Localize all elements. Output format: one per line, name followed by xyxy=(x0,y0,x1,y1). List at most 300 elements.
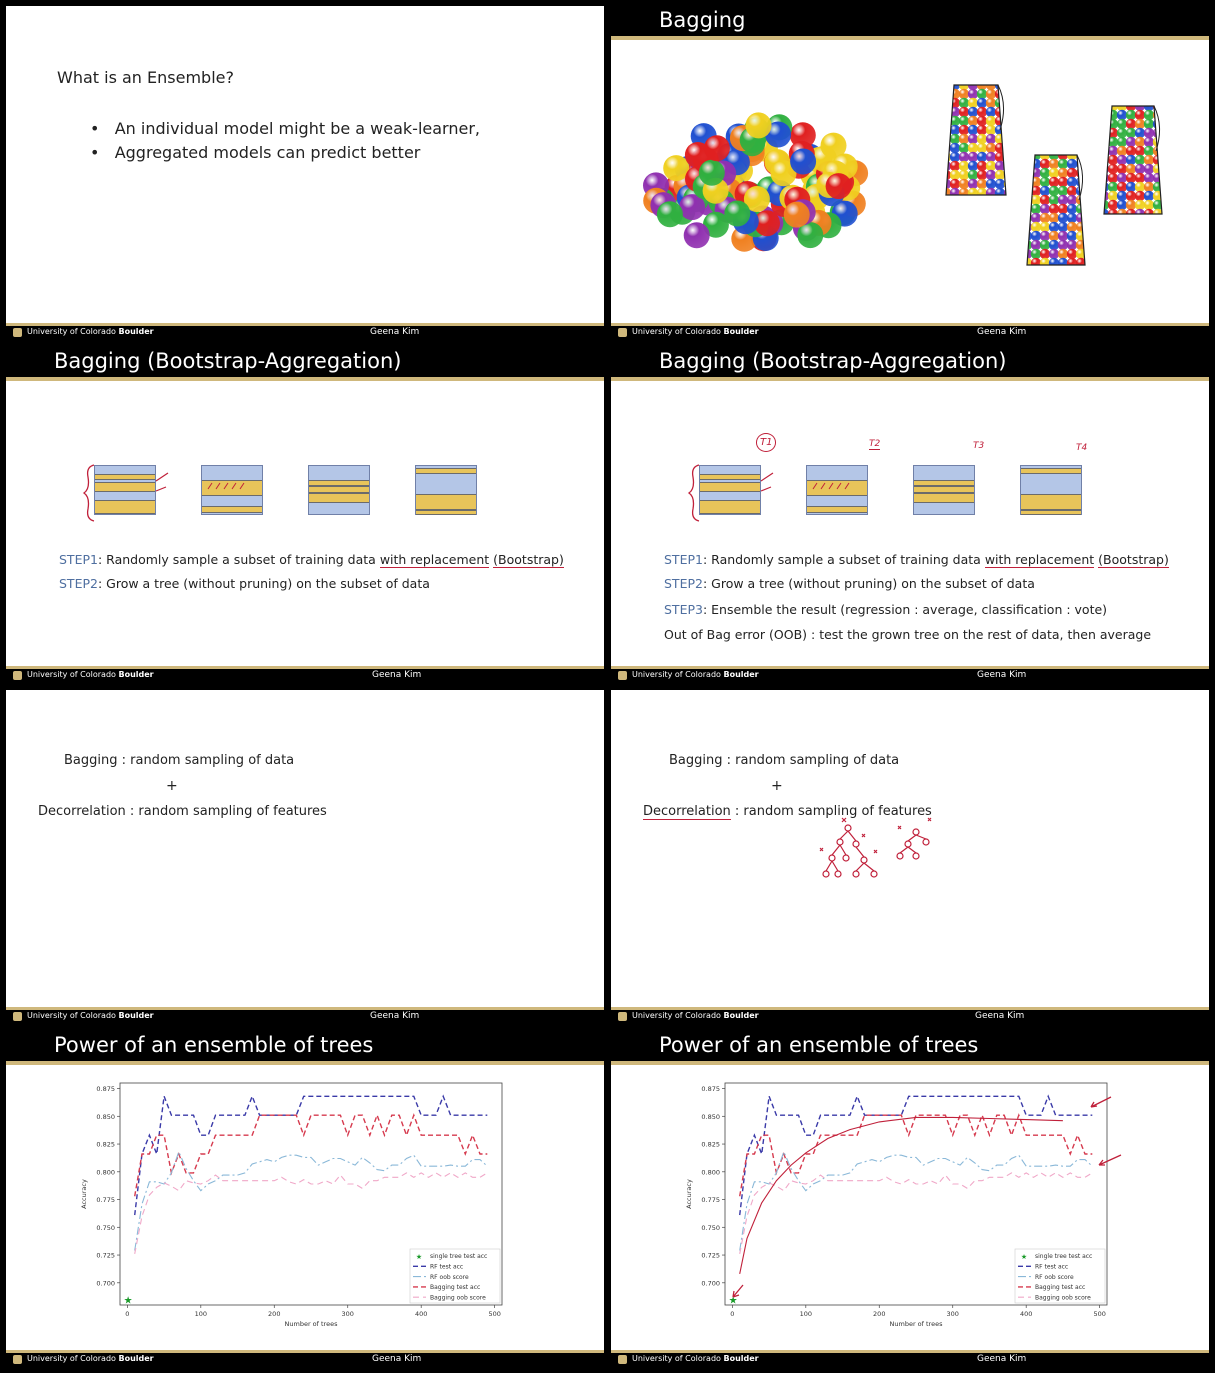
university-label xyxy=(632,327,759,336)
university-label xyxy=(632,1354,759,1363)
ball xyxy=(1049,231,1059,241)
ball xyxy=(977,143,987,153)
ball xyxy=(1126,110,1136,120)
ball xyxy=(977,125,987,135)
slide-footer xyxy=(611,1007,1209,1024)
arrow-annotation xyxy=(1085,1095,1115,1115)
ball xyxy=(1004,134,1014,144)
step-label: STEP1 xyxy=(59,552,98,567)
ball xyxy=(941,98,951,108)
ball xyxy=(1126,155,1136,165)
ball xyxy=(1135,173,1145,183)
ball xyxy=(986,116,996,126)
author-label: Geena Kim xyxy=(372,670,422,680)
mesh-bag xyxy=(941,80,1014,198)
legend-label: RF oob score xyxy=(430,1273,469,1281)
ball xyxy=(968,89,978,99)
legend-star-icon: ★ xyxy=(1020,1253,1028,1261)
ball xyxy=(1117,137,1127,147)
ball xyxy=(1085,168,1095,178)
ball xyxy=(1067,258,1077,268)
university-campus: Boulder xyxy=(723,1354,759,1363)
ball xyxy=(1108,182,1118,192)
author-label: Geena Kim xyxy=(977,670,1027,680)
ball xyxy=(1049,258,1059,268)
ball xyxy=(959,125,969,135)
y-tick-label: 0.775 xyxy=(701,1196,720,1205)
university-label xyxy=(27,1354,154,1363)
x-tick-label: 500 xyxy=(488,1310,501,1318)
step2-text xyxy=(664,576,1035,591)
ball xyxy=(1022,159,1032,169)
ball xyxy=(1085,222,1095,232)
mesh-bag xyxy=(1099,101,1172,219)
ball xyxy=(1058,168,1068,178)
ball xyxy=(1058,195,1068,205)
handdrawn-trees-annotation xyxy=(816,812,946,892)
ball xyxy=(959,107,969,117)
slide-title: Power of an ensemble of trees xyxy=(659,1033,979,1057)
x-tick-label: 300 xyxy=(946,1310,959,1318)
ball xyxy=(1040,240,1050,250)
y-tick-label: 0.750 xyxy=(96,1223,115,1232)
bullet-text: Aggregated models can predict better xyxy=(114,143,421,162)
ball xyxy=(1004,98,1014,108)
ball xyxy=(1076,231,1086,241)
ball xyxy=(1004,80,1014,90)
ball xyxy=(986,179,996,189)
ball xyxy=(657,201,683,227)
ball xyxy=(1108,155,1118,165)
arrow-annotation xyxy=(154,469,174,499)
ball xyxy=(986,161,996,171)
ball xyxy=(1085,240,1095,250)
ball-pile-image xyxy=(611,40,1209,340)
ball xyxy=(1040,159,1050,169)
ball xyxy=(1022,231,1032,241)
legend-label: RF test acc xyxy=(430,1263,464,1271)
ball xyxy=(1126,119,1136,129)
arrow-annotation xyxy=(759,469,779,499)
y-tick-label: 0.750 xyxy=(701,1223,720,1232)
ball xyxy=(1135,146,1145,156)
ball xyxy=(1031,168,1041,178)
ball xyxy=(699,160,725,186)
ball xyxy=(1144,137,1154,147)
ball xyxy=(968,125,978,135)
slide-title: Bagging (Bootstrap-Aggregation) xyxy=(659,349,1007,373)
ball xyxy=(1126,164,1136,174)
ball xyxy=(1126,182,1136,192)
underlined-phrase: with replacement xyxy=(379,552,490,567)
bootstrap-sample-1 xyxy=(699,465,761,515)
university-label xyxy=(27,670,154,679)
ball xyxy=(1067,195,1077,205)
university-campus: Boulder xyxy=(723,670,759,679)
ball xyxy=(1085,204,1095,214)
ball xyxy=(1067,213,1077,223)
x-tick-label: 100 xyxy=(799,1310,813,1318)
ball xyxy=(1049,249,1059,259)
ball xyxy=(1162,110,1172,120)
ball xyxy=(1135,164,1145,174)
ball xyxy=(1031,249,1041,259)
underlined-phrase: (Bootstrap) xyxy=(1098,552,1169,567)
ball xyxy=(1117,119,1127,129)
slide-bootstrap-aggregation-annotated xyxy=(611,347,1209,683)
ball xyxy=(1099,119,1109,129)
slide-bagging-decorrelation-annotated xyxy=(611,690,1209,1024)
university-campus: Boulder xyxy=(118,670,154,679)
ball xyxy=(1004,161,1014,171)
ball xyxy=(1144,146,1154,156)
legend-label: RF oob score xyxy=(1035,1273,1074,1281)
ball xyxy=(1049,204,1059,214)
gold-rule xyxy=(6,377,604,381)
ball xyxy=(1040,177,1050,187)
ball xyxy=(1022,222,1032,232)
slide-title: Bagging xyxy=(659,8,746,32)
ball xyxy=(826,173,852,199)
bootstrap-sample-3 xyxy=(913,465,975,515)
ball xyxy=(1049,186,1059,196)
ball xyxy=(1144,200,1154,210)
slide-footer xyxy=(6,1007,604,1024)
ball xyxy=(950,134,960,144)
plus-sign: + xyxy=(771,778,783,794)
tree-annotation-t3: T3 xyxy=(973,441,985,451)
cu-logo-icon xyxy=(618,671,627,680)
ball xyxy=(704,135,730,161)
ball xyxy=(1031,240,1041,250)
ball xyxy=(968,170,978,180)
ball xyxy=(1049,195,1059,205)
ball xyxy=(1108,119,1118,129)
university-campus: Boulder xyxy=(118,1354,154,1363)
ball xyxy=(968,161,978,171)
cu-logo-icon xyxy=(618,328,627,337)
ball xyxy=(968,107,978,117)
y-tick-label: 0.725 xyxy=(96,1251,115,1260)
y-tick-label: 0.775 xyxy=(96,1196,115,1205)
ball xyxy=(1135,119,1145,129)
legend-label: RF test acc xyxy=(1035,1263,1069,1271)
x-tick-label: 100 xyxy=(194,1310,208,1318)
ball xyxy=(1067,204,1077,214)
underlined-phrase: (Bootstrap) xyxy=(493,552,564,567)
single-tree-star-icon: ★ xyxy=(123,1295,133,1307)
ball xyxy=(1099,128,1109,138)
ball xyxy=(1117,182,1127,192)
ball xyxy=(1099,137,1109,147)
ball xyxy=(941,152,951,162)
hatch-annotation xyxy=(811,481,861,493)
ball xyxy=(1144,110,1154,120)
decorrelation-line: Decorrelation : random sampling of features xyxy=(38,804,327,819)
ball xyxy=(1076,168,1086,178)
ball xyxy=(1022,150,1032,160)
ball xyxy=(977,89,987,99)
author-label: Geena Kim xyxy=(975,1011,1025,1021)
bullet-item: • An individual model might be a weak-learner, xyxy=(90,119,480,138)
arrow-annotation xyxy=(1095,1153,1125,1173)
ball xyxy=(1153,119,1163,129)
ball xyxy=(1076,222,1086,232)
ball xyxy=(1162,146,1172,156)
bagging-line: Bagging : random sampling of data xyxy=(669,753,900,768)
ball xyxy=(977,161,987,171)
y-axis-label: Accuracy xyxy=(80,1179,88,1209)
y-tick-label: 0.800 xyxy=(96,1168,115,1177)
x-tick-label: 0 xyxy=(730,1310,735,1318)
ball xyxy=(1049,240,1059,250)
bootstrap-sample-4 xyxy=(1020,465,1082,515)
ball xyxy=(968,179,978,189)
ball xyxy=(1117,110,1127,120)
ball xyxy=(950,152,960,162)
underlined-phrase: Decorrelation xyxy=(643,804,731,819)
ball xyxy=(986,107,996,117)
ball xyxy=(959,161,969,171)
ball xyxy=(977,98,987,108)
x-tick-label: 400 xyxy=(1019,1310,1033,1318)
step-label: STEP2 xyxy=(59,576,98,591)
ball xyxy=(959,143,969,153)
x-axis-label: Number of trees xyxy=(284,1320,338,1328)
bullet-item: • Aggregated models can predict better xyxy=(90,143,421,162)
ball xyxy=(1067,177,1077,187)
ball xyxy=(1076,177,1086,187)
ball xyxy=(950,188,960,198)
ball xyxy=(1058,213,1068,223)
y-tick-label: 0.800 xyxy=(701,1168,720,1177)
ball xyxy=(1058,204,1068,214)
ball xyxy=(950,89,960,99)
ball xyxy=(1058,159,1068,169)
university-name: University of Colorado xyxy=(27,670,116,679)
slide-power-of-ensemble xyxy=(6,1031,604,1367)
step-label: STEP1 xyxy=(664,552,703,567)
ball xyxy=(1058,177,1068,187)
ball xyxy=(986,89,996,99)
ball xyxy=(1031,204,1041,214)
ball xyxy=(1022,240,1032,250)
ball xyxy=(977,116,987,126)
ball xyxy=(1108,164,1118,174)
ball xyxy=(1153,173,1163,183)
ball xyxy=(1126,146,1136,156)
ball xyxy=(1117,146,1127,156)
ball xyxy=(977,188,987,198)
y-tick-label: 0.725 xyxy=(701,1251,720,1260)
step-desc: : Grow a tree (without pruning) on the subset of data xyxy=(97,576,430,591)
ball xyxy=(1040,222,1050,232)
title-bar xyxy=(611,1031,1209,1061)
step-desc: : Grow a tree (without pruning) on the subset of data xyxy=(702,576,1035,591)
legend-star-icon: ★ xyxy=(415,1253,423,1261)
ball xyxy=(1135,155,1145,165)
ball xyxy=(1099,191,1109,201)
university-name: University of Colorado xyxy=(632,670,721,679)
slide-what-is-ensemble xyxy=(6,6,604,340)
ball xyxy=(995,143,1005,153)
ball xyxy=(1162,200,1172,210)
gold-rule xyxy=(611,377,1209,381)
ball xyxy=(1117,164,1127,174)
y-tick-label: 0.850 xyxy=(701,1112,720,1121)
ball xyxy=(950,143,960,153)
ball xyxy=(986,170,996,180)
ball xyxy=(1162,128,1172,138)
ball xyxy=(1135,110,1145,120)
legend-label: single tree test acc xyxy=(1035,1253,1093,1261)
ball xyxy=(1067,159,1077,169)
university-campus: Boulder xyxy=(723,1011,759,1020)
ball xyxy=(977,170,987,180)
university-label xyxy=(632,1011,759,1020)
step3-text xyxy=(664,602,1107,617)
tree-annotation-t1: T1 xyxy=(756,433,776,452)
ball xyxy=(941,89,951,99)
ball xyxy=(1049,168,1059,178)
university-name: University of Colorado xyxy=(632,1011,721,1020)
cu-logo-icon xyxy=(13,671,22,680)
slide-bootstrap-aggregation xyxy=(6,347,604,683)
ball xyxy=(941,107,951,117)
ball xyxy=(950,179,960,189)
y-tick-label: 0.700 xyxy=(96,1279,115,1288)
ball xyxy=(995,134,1005,144)
ball xyxy=(1099,110,1109,120)
ball xyxy=(1108,110,1118,120)
ball xyxy=(1058,258,1068,268)
university-label xyxy=(632,670,759,679)
x-tick-label: 500 xyxy=(1093,1310,1106,1318)
ball xyxy=(959,188,969,198)
ball xyxy=(1117,200,1127,210)
ball xyxy=(959,170,969,180)
y-tick-label: 0.850 xyxy=(96,1112,115,1121)
tree-annotation-t2: T2 xyxy=(869,439,881,449)
step2-text xyxy=(59,576,430,591)
step-desc: : Ensemble the result (regression : average, classification : vote) xyxy=(702,602,1108,617)
title-bar xyxy=(611,347,1209,377)
ball xyxy=(1022,195,1032,205)
ball xyxy=(1085,258,1095,268)
ball xyxy=(1049,213,1059,223)
ball xyxy=(1162,101,1172,111)
ball xyxy=(1085,195,1095,205)
ball xyxy=(968,134,978,144)
ball xyxy=(1135,191,1145,201)
ball xyxy=(1031,258,1041,268)
slide-title: Power of an ensemble of trees xyxy=(54,1033,374,1057)
y-tick-label: 0.825 xyxy=(701,1140,720,1149)
bootstrap-sample-4 xyxy=(415,465,477,515)
university-name: University of Colorado xyxy=(27,1011,116,1020)
ball xyxy=(1108,173,1118,183)
slide-footer xyxy=(6,666,604,683)
ball xyxy=(1099,146,1109,156)
underlined-phrase: with replacement xyxy=(984,552,1095,567)
ball xyxy=(1099,101,1109,111)
legend-label: Bagging test acc xyxy=(1035,1284,1086,1292)
ball xyxy=(941,125,951,135)
y-axis-label: Accuracy xyxy=(685,1179,693,1209)
ball xyxy=(1049,159,1059,169)
ball xyxy=(1004,143,1014,153)
ball xyxy=(986,125,996,135)
bootstrap-sample-1 xyxy=(94,465,156,515)
ball xyxy=(1162,164,1172,174)
ball xyxy=(1004,116,1014,126)
ball xyxy=(1126,191,1136,201)
slide-footer xyxy=(6,323,604,340)
ball xyxy=(986,152,996,162)
ball xyxy=(1067,240,1077,250)
ball xyxy=(959,134,969,144)
ball xyxy=(1031,159,1041,169)
single-tree-star-icon: ★ xyxy=(728,1295,738,1307)
ball xyxy=(1144,164,1154,174)
university-campus: Boulder xyxy=(118,327,154,336)
ball xyxy=(790,149,816,175)
ball xyxy=(1004,125,1014,135)
ball xyxy=(1076,240,1086,250)
ball xyxy=(1040,249,1050,259)
x-axis-label: Number of trees xyxy=(889,1320,943,1328)
slide-bagging-balls xyxy=(611,6,1209,340)
arrow-annotation xyxy=(729,1283,749,1303)
ball xyxy=(1022,177,1032,187)
ball xyxy=(1153,128,1163,138)
ball xyxy=(1162,191,1172,201)
decorrelation-desc: : random sampling of features xyxy=(730,804,932,819)
author-label: Geena Kim xyxy=(370,327,420,337)
ball xyxy=(1040,258,1050,268)
ball xyxy=(1085,186,1095,196)
ball xyxy=(977,179,987,189)
university-label xyxy=(27,327,154,336)
x-tick-label: 200 xyxy=(873,1310,886,1318)
ball xyxy=(1004,107,1014,117)
ball xyxy=(1162,155,1172,165)
ball xyxy=(986,188,996,198)
ball xyxy=(746,112,772,138)
ball xyxy=(1117,191,1127,201)
university-label xyxy=(27,1011,154,1020)
ball xyxy=(977,107,987,117)
y-tick-label: 0.875 xyxy=(96,1085,115,1094)
title-bar xyxy=(6,1031,604,1061)
ball xyxy=(1031,222,1041,232)
ball xyxy=(1144,155,1154,165)
cu-logo-icon xyxy=(13,1355,22,1364)
ball xyxy=(959,152,969,162)
ball xyxy=(1153,191,1163,201)
ball xyxy=(1004,89,1014,99)
ball xyxy=(1085,150,1095,160)
ball xyxy=(950,161,960,171)
ball xyxy=(1067,168,1077,178)
cu-logo-icon xyxy=(618,1355,627,1364)
ball xyxy=(1108,191,1118,201)
ball xyxy=(1099,182,1109,192)
slide-footer xyxy=(6,1350,604,1367)
ball xyxy=(1135,128,1145,138)
author-label: Geena Kim xyxy=(372,1354,422,1364)
ball xyxy=(1135,200,1145,210)
